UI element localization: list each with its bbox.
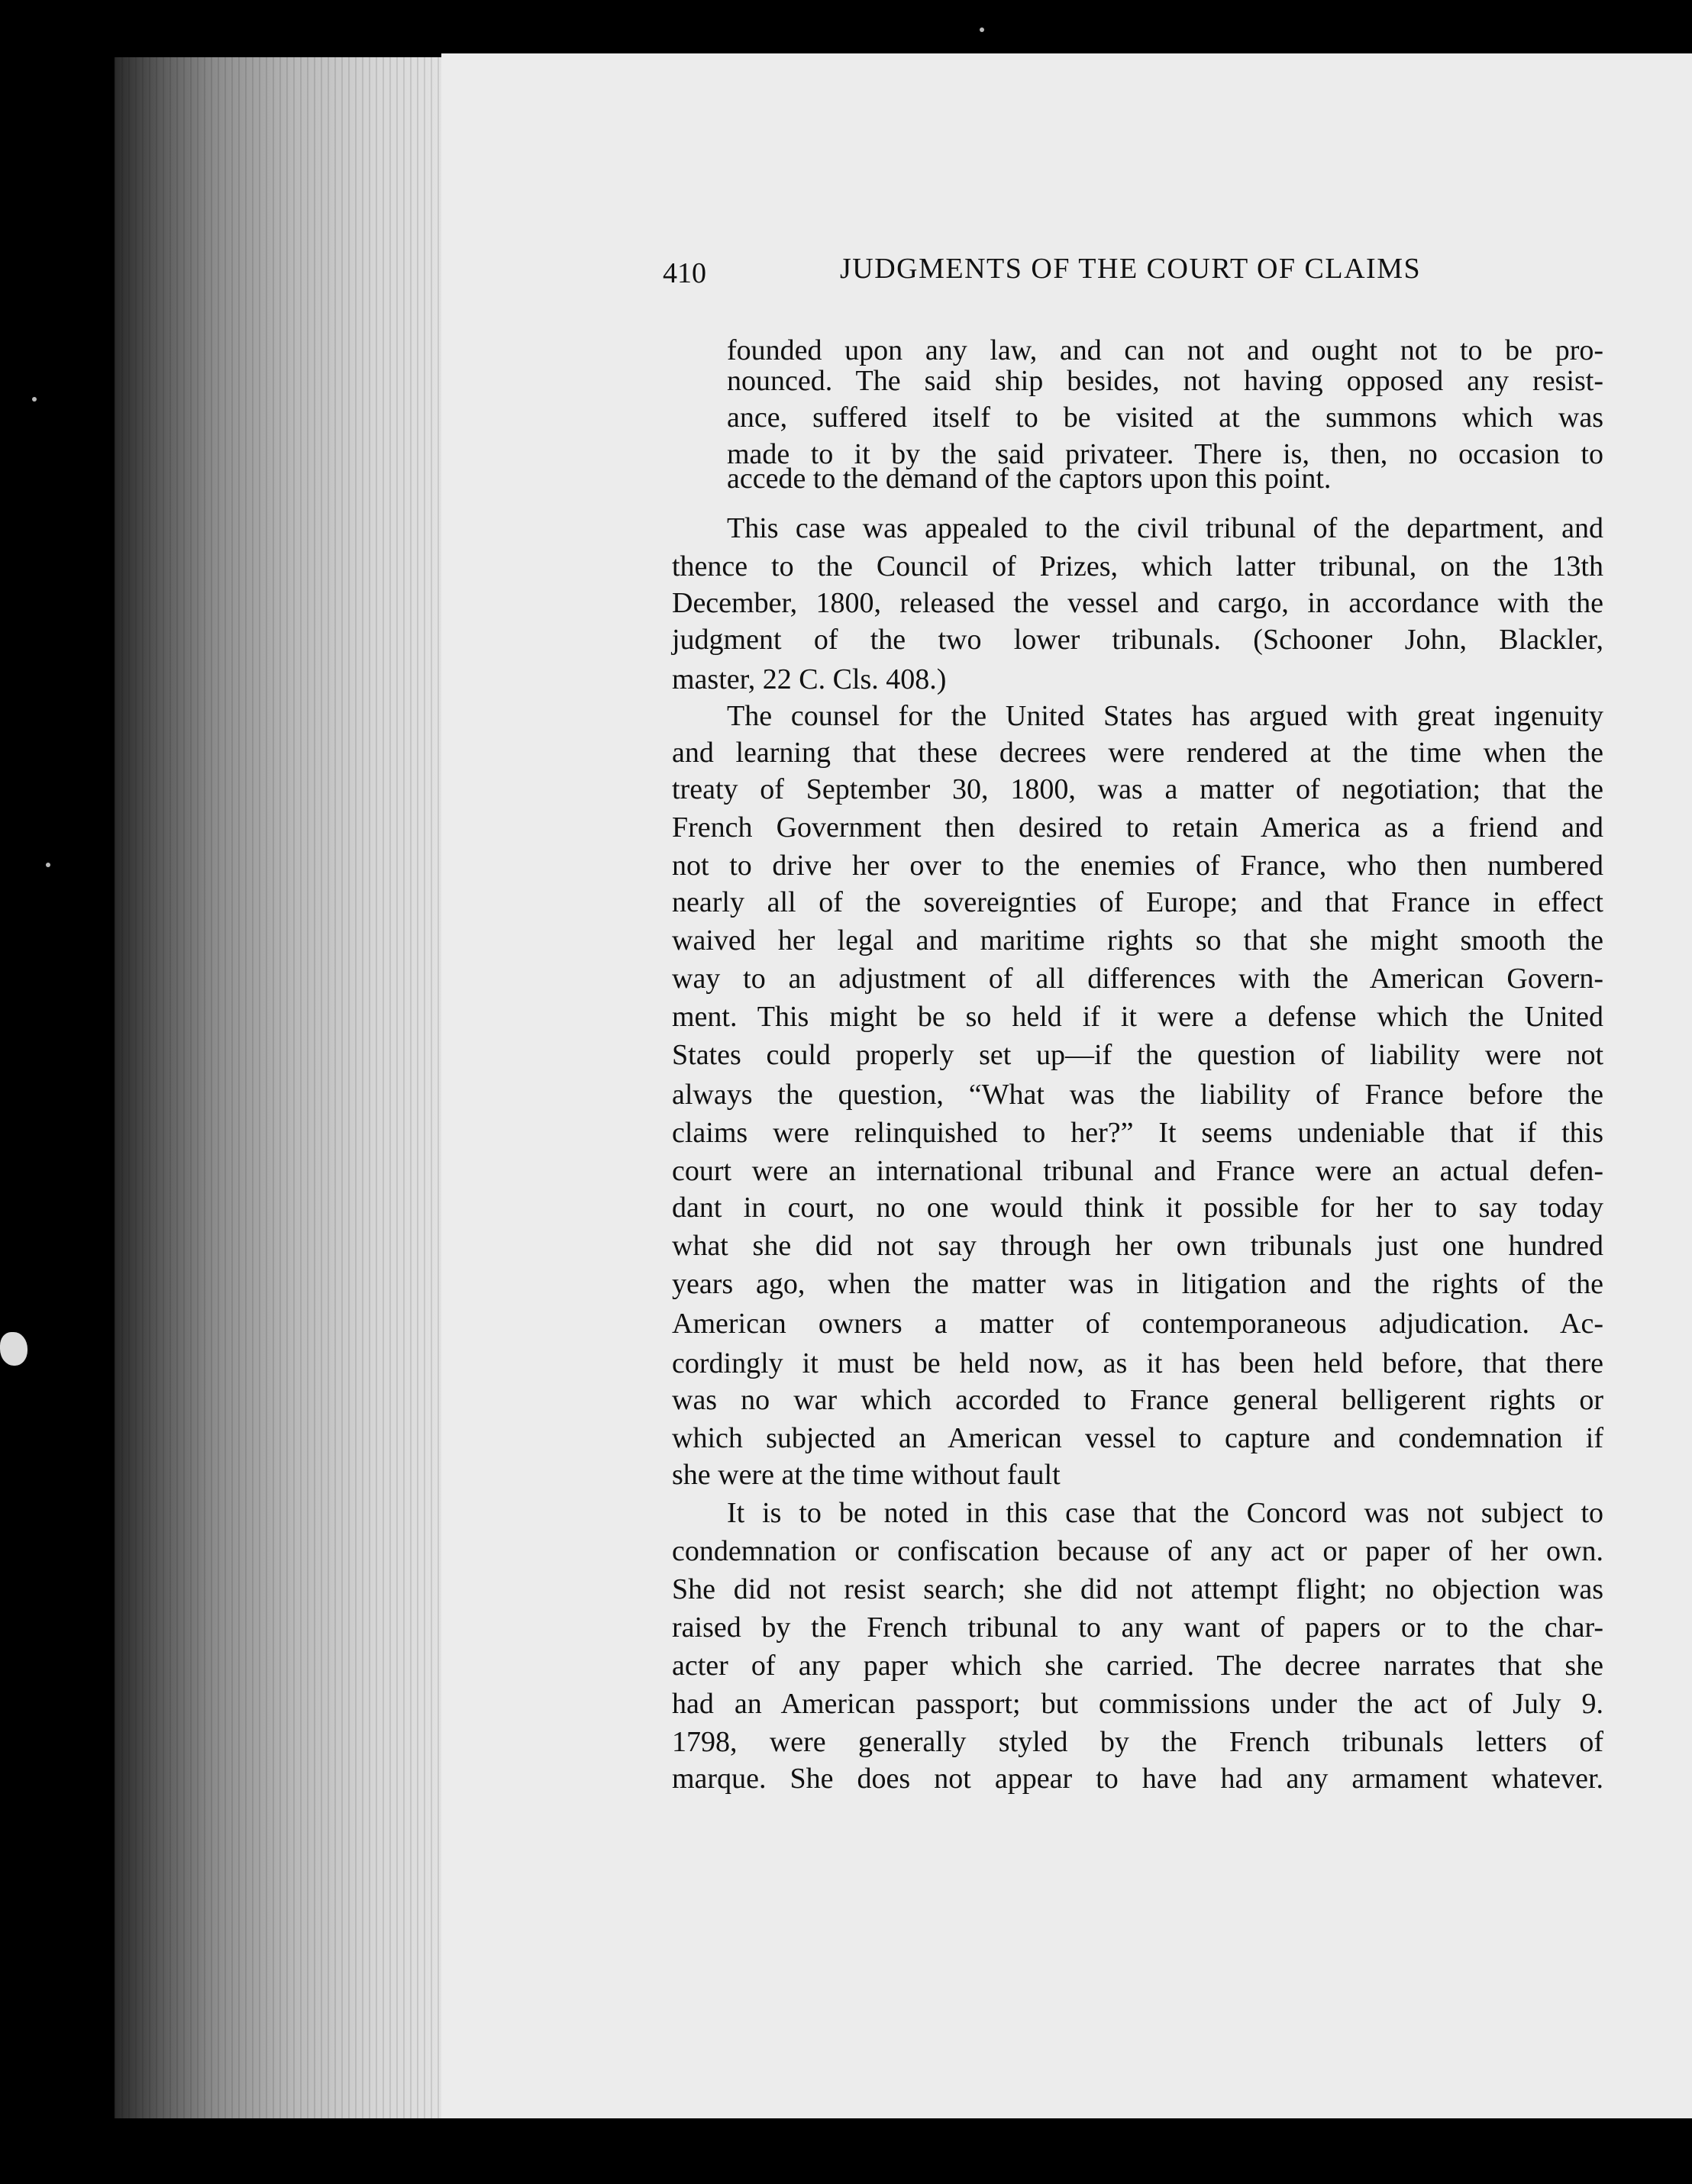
- spine-texture: [115, 57, 443, 2118]
- running-title: JUDGMENTS OF THE COURT OF CLAIMS: [840, 253, 1422, 285]
- edge-mark: [0, 1332, 27, 1366]
- text-line: made to it by the said privateer. There is, then, no occasion to: [727, 438, 1603, 470]
- text-line: condemnation or confiscation because of any act or paper of her own.: [672, 1535, 1603, 1567]
- speck: [32, 397, 37, 402]
- text-line: and learning that these decrees were rendered at the time when the: [672, 737, 1603, 769]
- text-line: ance, suffered itself to be visited at the summons which was: [727, 402, 1603, 434]
- text-line: 1798, were generally styled by the French tribunals letters of: [672, 1726, 1603, 1758]
- text-line: December, 1800, released the vessel and cargo, in accordance with the: [672, 587, 1603, 619]
- text-line: cordingly it must be held now, as it has been held before, that there: [672, 1347, 1603, 1379]
- text-line: nounced. The said ship besides, not having opposed any resist-: [727, 365, 1603, 397]
- text-line: had an American passport; but commissions under the act of July 9.: [672, 1688, 1603, 1720]
- text-line: what she did not say through her own tribunals just one hundred: [672, 1230, 1603, 1262]
- text-line: thence to the Council of Prizes, which latter tribunal, on the 13th: [672, 550, 1603, 582]
- text-line: This case was appealed to the civil tribunal of the department, and: [727, 512, 1603, 544]
- text-line: nearly all of the sovereignties of Europe; and that France in effect: [672, 886, 1603, 918]
- text-line: court were an international tribunal and France were an actual defen-: [672, 1155, 1603, 1187]
- text-line: French Government then desired to retain America as a friend and: [672, 811, 1603, 844]
- text-line: treaty of September 30, 1800, was a matter of negotiation; that the: [672, 773, 1603, 805]
- text-line: States could properly set up—if the question of liability were not: [672, 1039, 1603, 1071]
- text-line: marque. She does not appear to have had any armament whatever.: [672, 1763, 1603, 1795]
- text-line: not to drive her over to the enemies of France, who then numbered: [672, 850, 1603, 882]
- text-line: acter of any paper which she carried. The decree narrates that she: [672, 1650, 1603, 1682]
- text-line: founded upon any law, and can not and ought not to be pro-: [727, 334, 1603, 366]
- text-line: which subjected an American vessel to capture and condemnation if: [672, 1422, 1603, 1454]
- text-line: accede to the demand of the captors upon this point.: [727, 463, 1332, 495]
- speck: [46, 863, 50, 867]
- speck: [980, 27, 984, 32]
- page-number: 410: [663, 257, 706, 289]
- text-line: claims were relinquished to her?” It seems undeniable that if this: [672, 1117, 1603, 1149]
- text-line: She did not resist search; she did not attempt flight; no objection was: [672, 1573, 1603, 1605]
- text-line: It is to be noted in this case that the Concord was not subject to: [727, 1497, 1603, 1529]
- text-line: always the question, “What was the liability of France before the: [672, 1079, 1603, 1111]
- text-line: American owners a matter of contemporaneous adjudication. Ac-: [672, 1308, 1603, 1340]
- text-line: judgment of the two lower tribunals. (Schooner John, Blackler,: [672, 624, 1603, 656]
- text-line: was no war which accorded to France general belligerent rights or: [672, 1384, 1603, 1416]
- text-line: she were at the time without fault: [672, 1459, 1061, 1491]
- text-line: ment. This might be so held if it were a defense which the United: [672, 1001, 1603, 1033]
- text-line: The counsel for the United States has argued with great ingenuity: [727, 700, 1603, 732]
- text-line: way to an adjustment of all differences with the American Govern-: [672, 963, 1603, 995]
- text-line: master, 22 C. Cls. 408.): [672, 663, 947, 695]
- text-line: waived her legal and maritime rights so that she might smooth the: [672, 924, 1603, 957]
- text-line: dant in court, no one would think it possible for her to say today: [672, 1192, 1603, 1224]
- text-line: raised by the French tribunal to any want of papers or to the char-: [672, 1611, 1603, 1644]
- text-line: years ago, when the matter was in litigation and the rights of the: [672, 1268, 1603, 1300]
